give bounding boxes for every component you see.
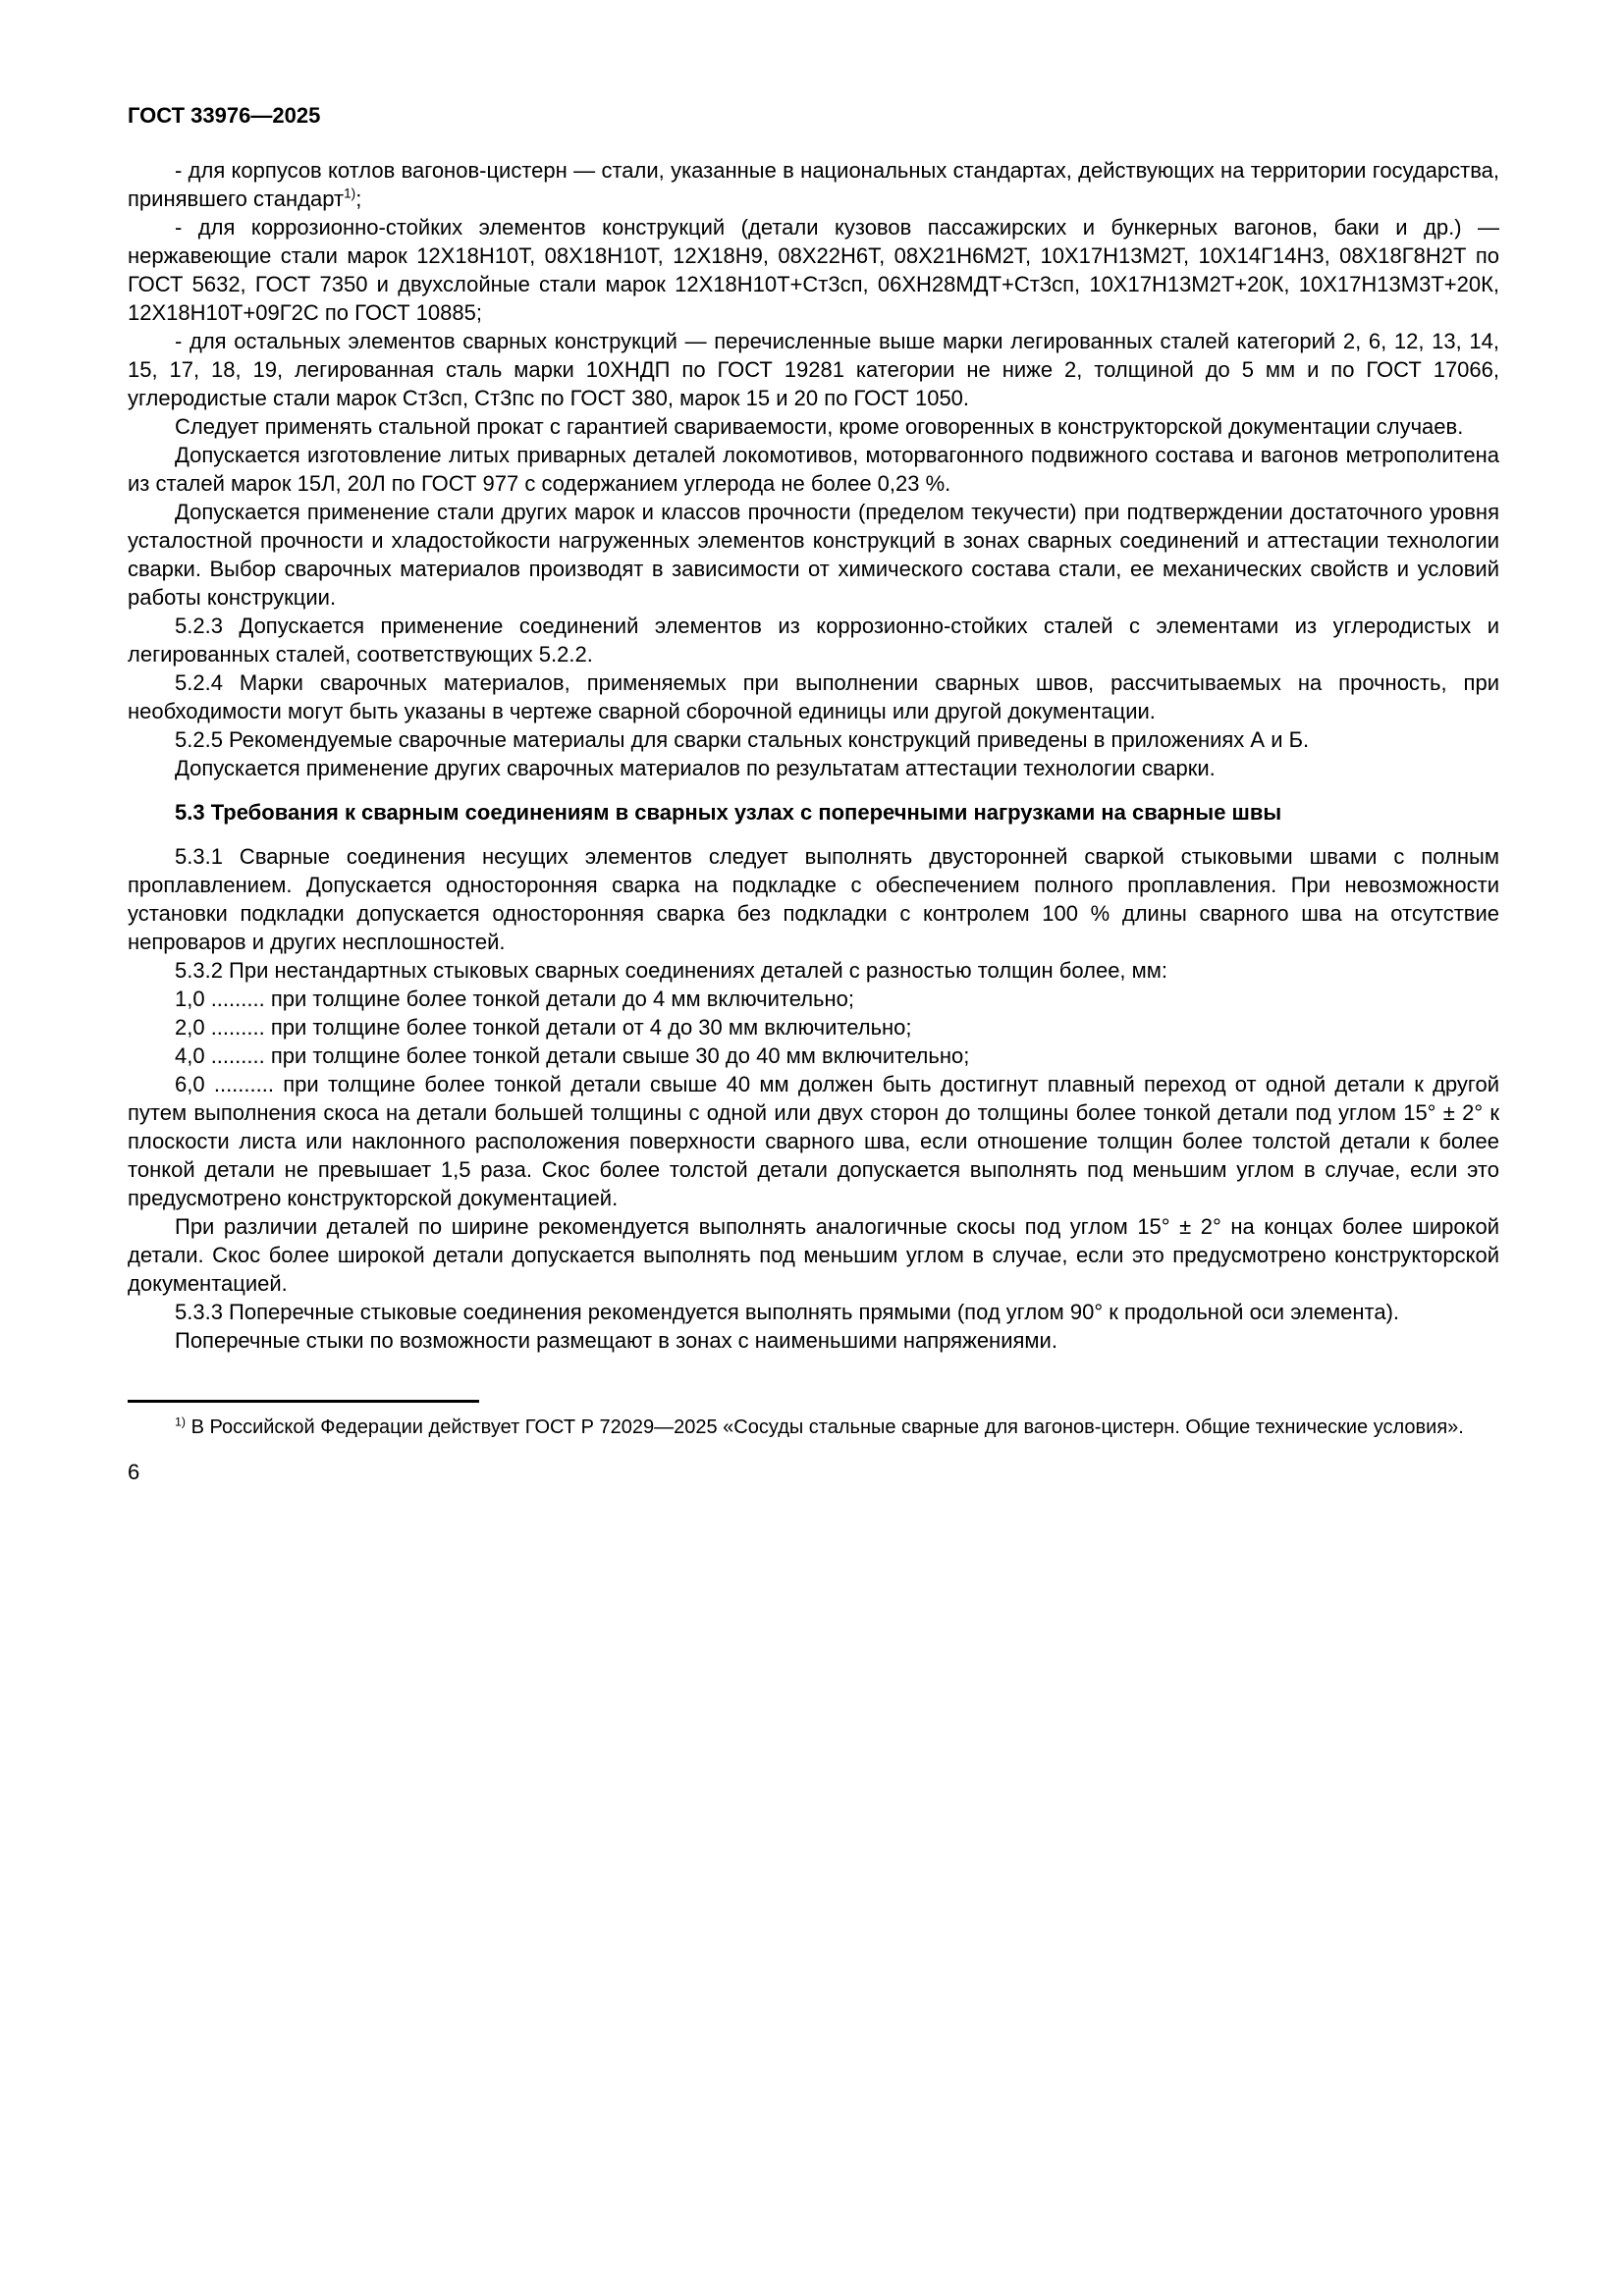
- document-header: ГОСТ 33976—2025: [128, 103, 321, 128]
- paragraph: - для остальных элементов сварных конструкций — перечисленные выше марки легированных сталей категорий 2, 6, 12, 13, 14, 15, 17, 18, 19, легированная сталь марки 10ХНДП по ГОСТ 19281 категории не ниже 2, толщиной до 5 мм и по ГОСТ 17066, углеродистые стали марок Ст3сп, Ст3пс по ГОСТ 380, марок 15 и 20 по ГОСТ 1050.: [128, 329, 1499, 410]
- paragraph: Поперечные стыки по возможности размещают в зонах с наименьшими напряжениями.: [175, 1328, 1057, 1353]
- footnote: [128, 1400, 1499, 1440]
- paragraph: 5.3.2 При нестандартных стыковых сварных соединениях деталей с разностью толщин более, мм:: [175, 958, 1168, 983]
- paragraph: [128, 156, 1499, 213]
- page-number: 6: [128, 1460, 140, 1484]
- paragraph: 5.3.3 Поперечные стыковые соединения рекомендуется выполнять прямыми (под углом 90° к продольной оси элемента).: [175, 1300, 1400, 1324]
- paragraph: 5.2.5 Рекомендуемые сварочные материалы для сварки стальных конструкций приведены в приложениях А и Б.: [175, 727, 1310, 752]
- paragraph: Допускается изготовление литых приварных деталей локомотивов, моторвагонного подвижного состава и вагонов метрополитена из сталей марок 15Л, 20Л по ГОСТ 977 с содержанием углерода не более 0,23 %.: [128, 443, 1499, 496]
- list-item: 4,0 ......... при толщине более тонкой детали свыше 30 до 40 мм включительно;: [175, 1043, 970, 1068]
- paragraph: Допускается применение стали других марок и классов прочности (пределом текучести) при подтверждении достаточного уровня усталостной прочности и хладостойкости нагруженных элементов конструкций в зонах сварных соединений и аттестации технологии сварки. Выбор сварочных материалов производят в зависимости от химического состава стали, ее механических свойств и условий работы конструкции.: [128, 500, 1499, 610]
- paragraph: 5.3.1 Сварные соединения несущих элементов следует выполнять двусторонней сваркой стыковыми швами с полным проплавлением. Допускается односторонняя сварка на подкладке с обеспечением полного проплавления. При невозможности установки подкладки допускается односторонняя сварка без подкладки с контролем 100 % длины сварного шва на отсутствие непроваров и других несплошностей.: [128, 844, 1499, 954]
- paragraph-text: ;: [355, 187, 362, 211]
- footnote-body: В Российской Федерации действует ГОСТ Р 72029—2025 «Сосуды стальные сварные для вагонов-цистерн. Общие технические условия».: [190, 1416, 1464, 1438]
- list-item: 6,0 .......... при толщине более тонкой детали свыше 40 мм должен быть достигнут плавный переход от одной детали к другой путем выполнения скоса на детали большей толщины с одной или двух сторон до толщины более тонкой детали под углом 15° ± 2° к плоскости листа или наклонного расположения поверхности сварного шва, если отношение толщин более толстой детали к более тонкой детали не превышает 1,5 раза. Скос более толстой детали допускается выполнять под меньшим углом в случае, если это предусмотрено конструкторской документацией.: [128, 1072, 1499, 1210]
- paragraph: - для коррозионно-стойких элементов конструкций (детали кузовов пассажирских и бункерных вагонов, баки и др.) — нержавеющие стали марок 12Х18Н10Т, 08Х18Н10Т, 12Х18Н9, 08Х22Н6Т, 08Х21Н6М2Т, 10Х17Н13М2Т, 10Х14Г14Н3, 08Х18Г8Н2Т по ГОСТ 5632, ГОСТ 7350 и двухслойные стали марок 12Х18Н10Т+Ст3сп, 06ХН28МДТ+Ст3сп, 10Х17Н13М2Т+20К, 10Х17Н13М3Т+20К, 12Х18Н10Т+09Г2С по ГОСТ 10885;: [128, 215, 1499, 325]
- list-item: 2,0 ......... при толщине более тонкой детали от 4 до 30 мм включительно;: [175, 1015, 912, 1040]
- list-item: 1,0 ......... при толщине более тонкой детали до 4 мм включительно;: [175, 987, 855, 1011]
- footnote-separator: [128, 1400, 479, 1403]
- paragraph: При различии деталей по ширине рекомендуется выполнять аналогичные скосы под углом 15° ± 2° на концах более широкой детали. Скос более широкой детали допускается выполнять под меньшим углом в случае, если это предусмотрено конструкторской документацией.: [128, 1214, 1499, 1296]
- paragraph-text: - для корпусов котлов вагонов-цистерн — стали, указанные в национальных стандартах, действующих на территории государства, принявшего стандарт: [128, 158, 1499, 211]
- paragraph: 5.2.3 Допускается применение соединений элементов из коррозионно-стойких сталей с элементами из углеродистых и легированных сталей, соответствующих 5.2.2.: [128, 614, 1499, 667]
- footnote-ref: 1): [344, 186, 356, 201]
- section-heading: 5.3 Требования к сварным соединениям в сварных узлах с поперечными нагрузками на сварные швы: [175, 800, 1282, 825]
- document-body: [128, 156, 1499, 1355]
- paragraph: Допускается применение других сварочных материалов по результатам аттестации технологии сварки.: [175, 756, 1216, 780]
- footnote-marker: 1): [175, 1415, 187, 1429]
- paragraph: 5.2.4 Марки сварочных материалов, применяемых при выполнении сварных швов, рассчитываемых на прочность, при необходимости могут быть указаны в чертеже сварной сборочной единицы или другой документации.: [128, 670, 1499, 723]
- footnote-text: [128, 1415, 1499, 1440]
- paragraph: Следует применять стальной прокат с гарантией свариваемости, кроме оговоренных в конструкторской документации случаев.: [175, 414, 1464, 439]
